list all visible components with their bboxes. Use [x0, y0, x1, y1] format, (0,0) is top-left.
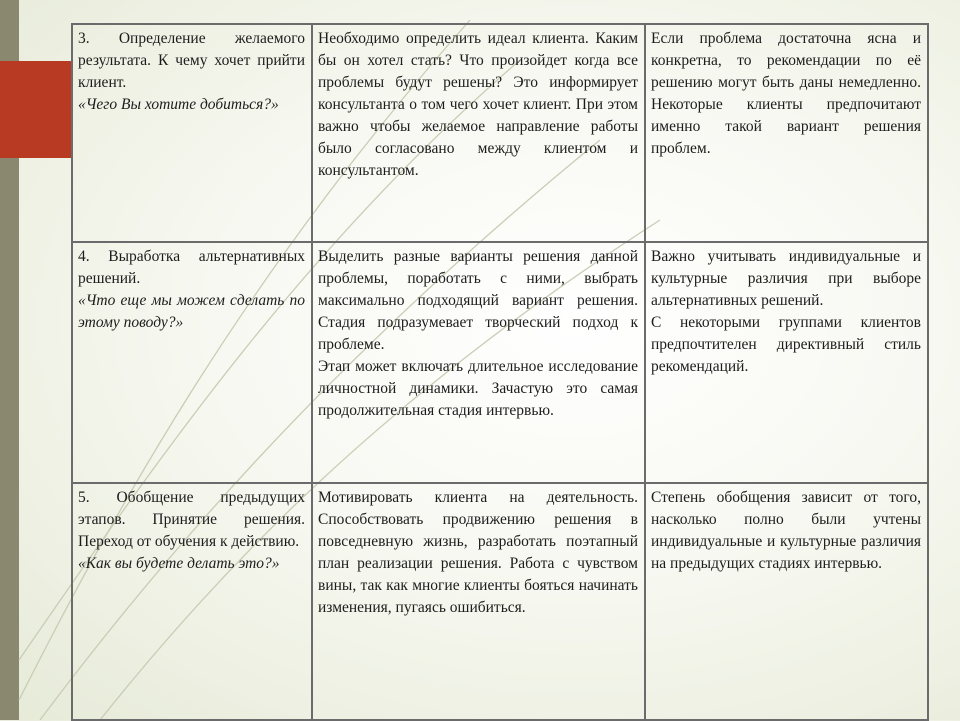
notes-text: Важно учитывать индивидуальные и культурные различия при выборе альтернативных решений. [651, 248, 921, 309]
stage-cell [72, 24, 312, 242]
notes-text: Степень обобщения зависит от того, насколько полно были учтены индивидуальные и культурные различия на предыдущих стадиях интервью. [651, 489, 921, 572]
notes-cell [645, 24, 928, 242]
stage-question: «Как вы будете делать это?» [78, 555, 280, 572]
task-cell [312, 242, 645, 483]
notes-cell [645, 242, 928, 483]
notes-cell [645, 483, 928, 720]
stage-title: 3. Определение желаемого результата. К чему хочет прийти клиент. [78, 30, 305, 91]
task-text: Необходимо определить идеал клиента. Каким бы он хотел стать? Что произойдет когда все проблемы будут решены? Это информирует консультанта о том чего хочет клиент. При этом важно чтобы желаемое направление работы было согласовано между клиентом и консультантом. [318, 30, 638, 179]
table-row [72, 24, 928, 242]
stage-title: 4. Выработка альтернативных решений. [78, 248, 305, 287]
consultation-stages-table [71, 23, 927, 719]
stage-question: «Что еще мы можем сделать по этому поводу?» [78, 292, 305, 331]
stage-cell [72, 483, 312, 720]
stage-cell [72, 242, 312, 483]
table-row [72, 242, 928, 483]
notes-text: С некоторыми группами клиентов предпочтителен директивный стиль рекомендаций. [651, 314, 921, 375]
stage-title: 5. Обобщение предыдущих этапов. Принятие решения. Переход от обучения к действию. [78, 489, 305, 550]
red-accent-block [0, 61, 71, 158]
task-cell [312, 24, 645, 242]
task-cell [312, 483, 645, 720]
task-text: Мотивировать клиента на деятельность. Способствовать продвижению решения в повседневную жизнь, разработать поэтапный план реализации решения. Работа с чувством вины, так как многие клиенты бояться начинать изменения, пугаясь ошибиться. [318, 489, 638, 616]
task-text: Этап может включать длительное исследование личностной динамики. Зачастую это самая продолжительная стадия интервью. [318, 358, 638, 419]
notes-text: Если проблема достаточна ясна и конкретна, то рекомендации по её решению могут быть даны немедленно. Некоторые клиенты предпочитают именно такой вариант решения проблем. [651, 30, 921, 157]
stage-question: «Чего Вы хотите добиться?» [78, 96, 279, 113]
table-row [72, 483, 928, 720]
task-text: Выделить разные варианты решения данной проблемы, поработать с ними, выбрать максимально подходящий вариант решения. Стадия подразумевает творческий подход к проблеме. [318, 248, 638, 353]
